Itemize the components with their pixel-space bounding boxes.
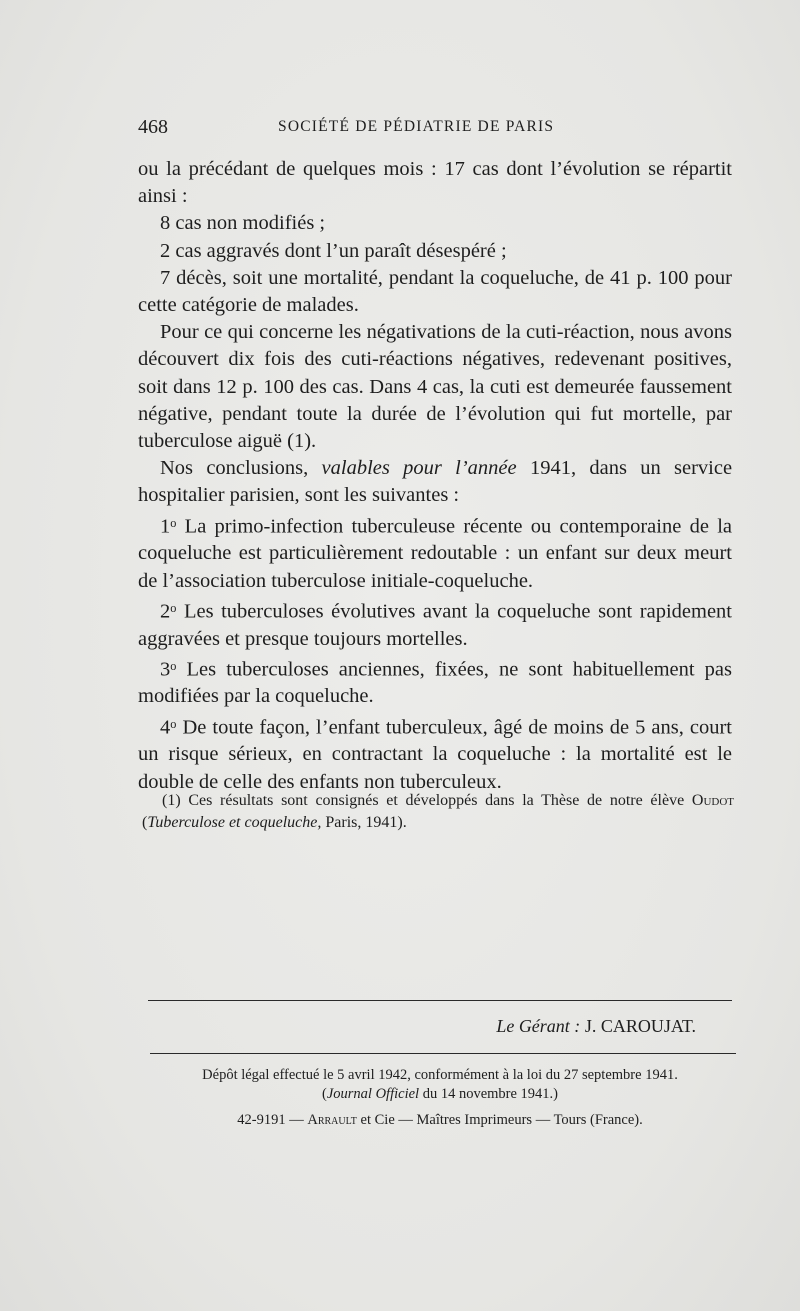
gerant-signature — [440, 1016, 696, 1037]
list-item: 7 décès, soit une mortalité, pendant la coqueluche, de 41 p. 100 pour cette catégorie de malades. — [138, 266, 732, 317]
body-text — [138, 156, 732, 796]
gerant-name: J. CAROUJAT. — [584, 1016, 696, 1036]
footnote — [142, 790, 734, 834]
imprint-line — [140, 1111, 740, 1130]
footnote-paren-open: ( — [142, 814, 148, 831]
gerant-label: Le Gérant : — [496, 1016, 581, 1036]
ordinal-marker: o — [170, 658, 177, 673]
page-number: 468 — [138, 116, 168, 138]
list-item: 2 cas aggravés dont l’un paraît désespéré ; — [160, 239, 507, 262]
ordinal-marker: o — [170, 716, 177, 731]
conclusion-item — [138, 653, 732, 711]
conclusions-intro-italic: valables pour l’année — [321, 457, 517, 480]
journal-title: Journal Officiel — [326, 1086, 420, 1102]
footnote-lead: (1) Ces résultats sont consignés et développés dans la Thèse de notre élève — [162, 792, 685, 809]
page-header — [138, 116, 730, 142]
paragraph-conclusions-intro — [138, 455, 732, 509]
conclusions-intro-tail: 1941, dans un service hospitalier parisien, sont les suivantes : — [138, 457, 733, 507]
footnote-title: Tuberculose et coqueluche, — [147, 814, 322, 831]
conclusion-item — [138, 510, 732, 595]
running-head: SOCIÉTÉ DE PÉDIATRIE DE PARIS — [278, 118, 555, 135]
divider-rule — [150, 1053, 736, 1054]
ordinal-marker: o — [170, 600, 177, 615]
imprint-code: 42-9191 — — [237, 1112, 304, 1128]
imprint-printer: Arrault — [307, 1112, 357, 1128]
conclusion-text: Les tuberculoses évolutives avant la coqueluche sont rapidement aggravées et presque toujours mortelles. — [138, 600, 732, 650]
imprint-rest: et Cie — Maîtres Imprimeurs — Tours (France). — [360, 1112, 643, 1128]
conclusion-number: 1 — [160, 515, 171, 538]
conclusion-number: 2 — [160, 600, 171, 623]
conclusion-text: De toute façon, l’enfant tuberculeux, âgé de moins de 5 ans, court un risque sérieux, en contractant la coqueluche : la mortalité est le double de celle des enfants non tuberculeux. — [138, 716, 732, 793]
conclusion-item — [138, 595, 732, 653]
list-item: 8 cas non modifiés ; — [160, 212, 326, 235]
paragraph-intro: ou la précédant de quelques mois : 17 cas dont l’évolution se répartit ainsi : — [138, 158, 732, 208]
ordinal-marker: o — [170, 515, 177, 530]
footnote-tail: Paris, 1941). — [325, 814, 407, 831]
journal-paren-open: ( — [322, 1086, 327, 1102]
colophon — [140, 1066, 740, 1130]
conclusion-text: La primo-infection tuberculeuse récente ou contemporaine de la coqueluche est particulièrement redoutable : un enfant sur deux meurt de l’association tuberculose initiale-coqueluche. — [138, 515, 732, 592]
conclusion-text: Les tuberculoses anciennes, fixées, ne sont habituellement pas modifiées par la coqueluche. — [138, 658, 732, 708]
footnote-author: Oudot — [691, 792, 734, 809]
conclusion-number: 3 — [160, 658, 171, 681]
paragraph-cuti-reaction: Pour ce qui concerne les négativations de la cuti-réaction, nous avons découvert dix fois des cuti-réactions négatives, redevenant positives, soit dans 12 p. 100 des cas. Dans 4 cas, la cuti est demeurée faussement négative, pendant toute la durée de l’évolution qui fut mortelle, par tuberculose aiguë (1). — [138, 321, 732, 453]
conclusion-item — [138, 711, 732, 796]
conclusions-intro-lead: Nos conclusions, — [160, 457, 309, 480]
divider-rule — [148, 1000, 732, 1001]
journal-date: du 14 novembre 1941.) — [422, 1086, 558, 1102]
footnote-text — [142, 790, 734, 834]
journal-officiel-line — [140, 1085, 740, 1104]
legal-deposit-line: Dépôt légal effectué le 5 avril 1942, conformément à la loi du 27 septembre 1941. — [202, 1067, 678, 1083]
conclusion-number: 4 — [160, 716, 171, 739]
